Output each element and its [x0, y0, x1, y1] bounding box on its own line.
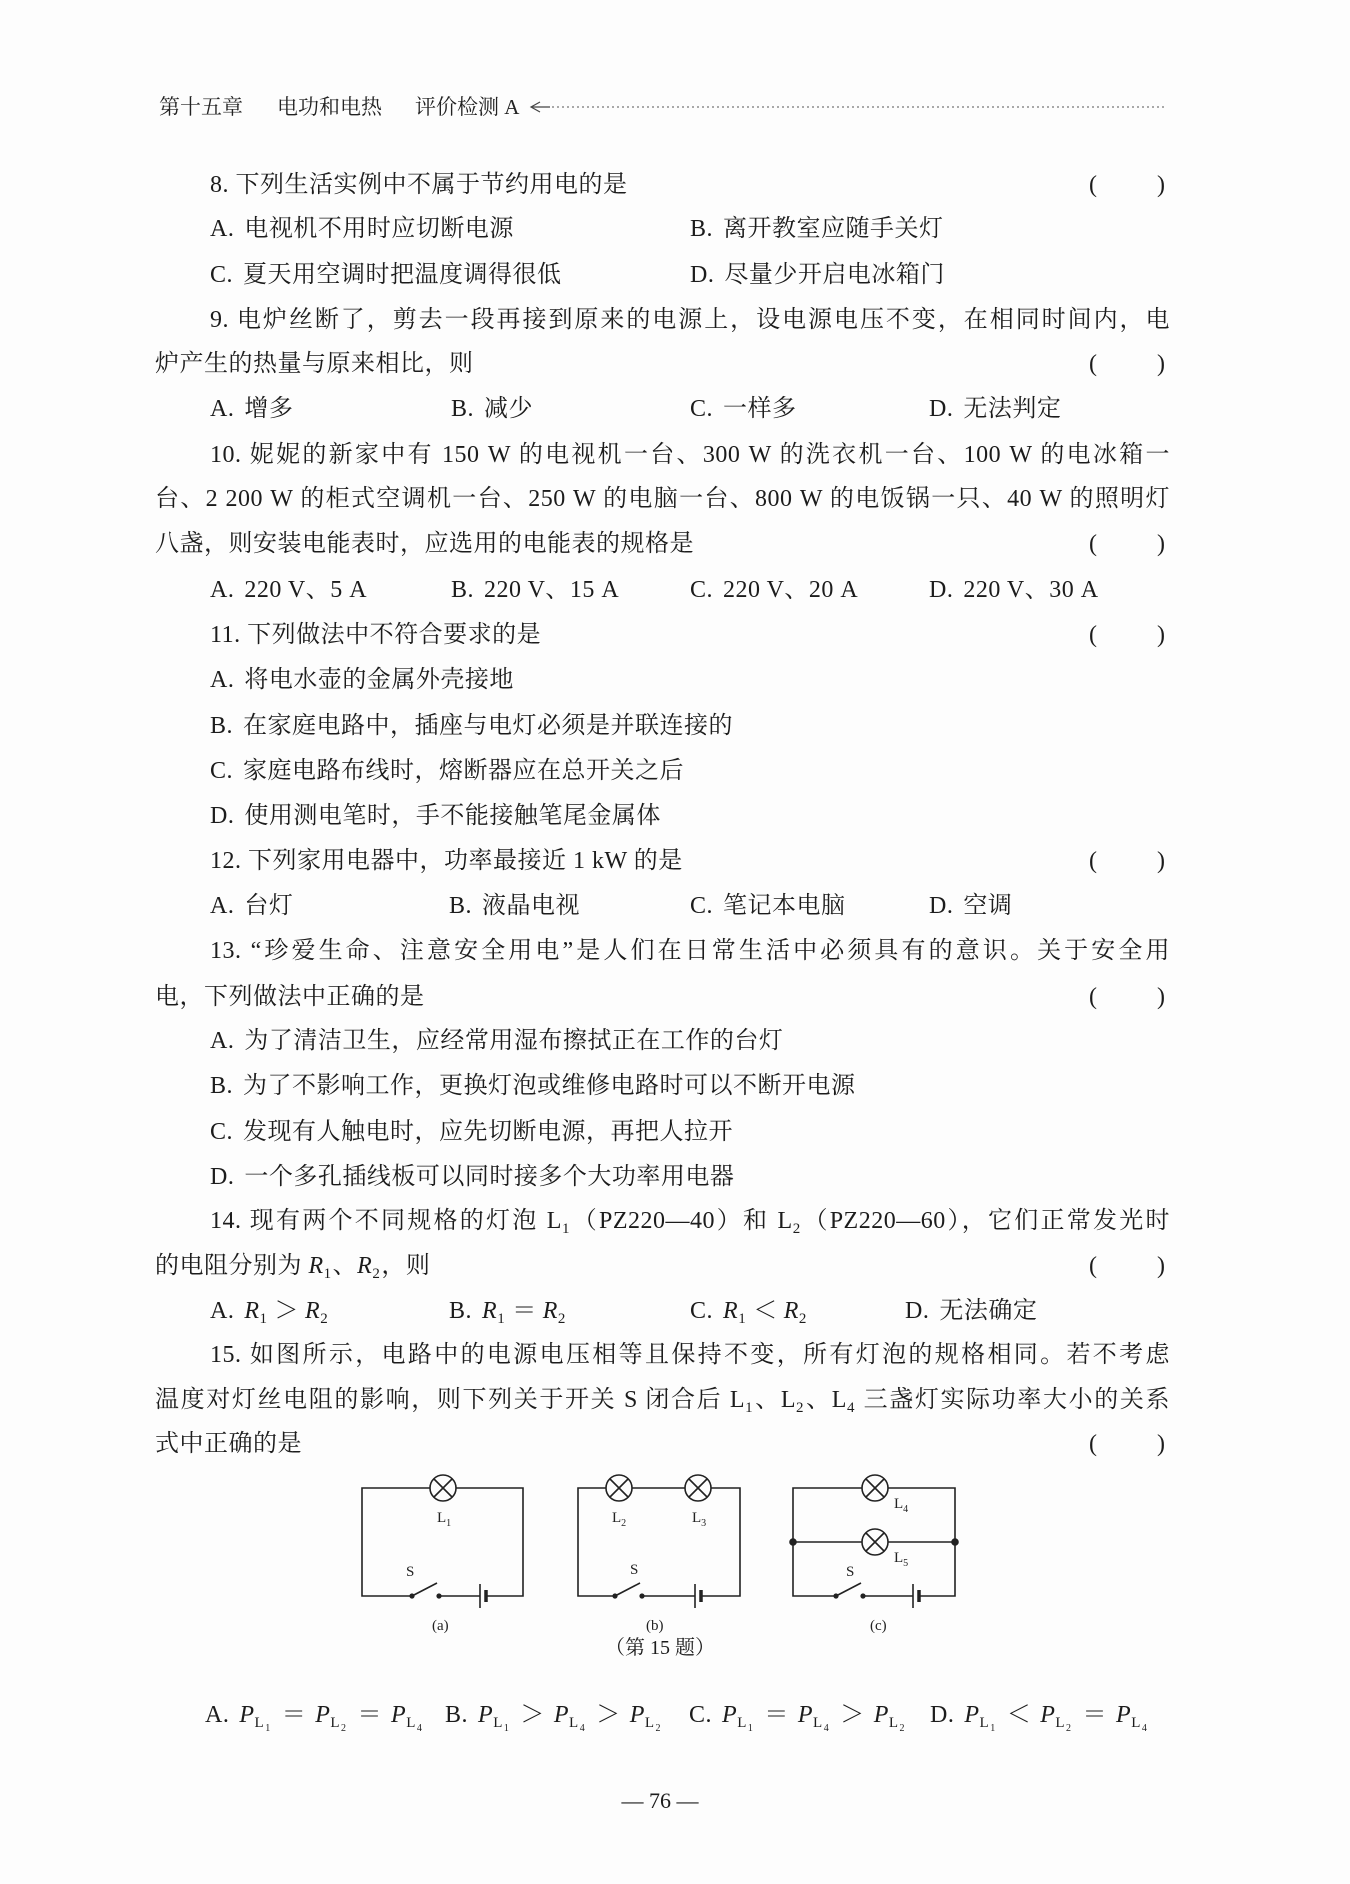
option-label: B.: [451, 577, 475, 603]
option-label: B.: [451, 396, 475, 422]
variable: P: [722, 1702, 738, 1728]
lamp-l2: [606, 1475, 632, 1501]
q15-option-d: [930, 1698, 1149, 1732]
option-label: C.: [690, 577, 714, 603]
q11-option-b: [210, 709, 733, 743]
bracket-open: (: [1089, 172, 1097, 198]
option-label: B.: [210, 1073, 234, 1099]
variable: P: [1116, 1702, 1132, 1728]
q12-stem: 12. 下列家用电器中，功率最接近 1 kW 的是: [210, 848, 683, 874]
subscript: 1: [561, 1221, 570, 1237]
operator: ＝: [1082, 1702, 1108, 1728]
q10-option-c: [690, 573, 858, 607]
option-text: 为了清洁卫生，应经常用湿布擦拭正在工作的台灯: [244, 1028, 784, 1054]
subscript: 1: [738, 1311, 747, 1327]
sub-subscript: 1: [990, 1723, 996, 1734]
q10-stem-line1: 10. 妮妮的新家中有 150 W 的电视机一台、300 W 的洗衣机一台、100 W 的电冰箱一: [210, 442, 1170, 468]
q8-option-b: [690, 212, 944, 246]
option-label: C.: [690, 1298, 714, 1324]
subscript: 1: [745, 1400, 754, 1416]
variable: R: [482, 1298, 498, 1324]
option-label: D.: [930, 1702, 955, 1728]
q9-option-b: [451, 392, 533, 426]
option-text: 220 V、30 A: [963, 577, 1099, 603]
option-label: A.: [210, 1028, 235, 1054]
q9-option-a: [210, 392, 293, 426]
switch-label-a: S: [406, 1564, 415, 1580]
subscript: 2: [792, 1221, 801, 1237]
q9-stem-line2: 炉产生的热量与原来相比，则: [155, 351, 474, 377]
option-label: B.: [445, 1702, 469, 1728]
q15-answer-bracket: [1089, 1427, 1165, 1461]
lamp-l3: [685, 1475, 711, 1501]
q9-stem-line1: 9. 电炉丝断了，剪去一段再接到原来的电源上，设电源电压不变，在相同时间内，电: [210, 307, 1170, 333]
battery-b: [695, 1584, 701, 1608]
subscript: L: [406, 1715, 416, 1731]
variable: P: [239, 1702, 255, 1728]
q10-option-d: [929, 573, 1099, 607]
bracket-close: ): [1157, 1253, 1165, 1279]
junction-dot-right: [952, 1539, 958, 1545]
subscript: L: [569, 1715, 579, 1731]
bracket-open: (: [1089, 531, 1097, 557]
option-label: A.: [210, 216, 235, 242]
option-text: 减少: [484, 396, 534, 422]
bracket-close: ): [1157, 351, 1165, 377]
q10-option-b: [451, 573, 619, 607]
bracket-close: ): [1157, 172, 1165, 198]
subscript: 2: [557, 1311, 566, 1327]
stem-text: ，则: [381, 1253, 431, 1279]
subscript: L: [737, 1715, 747, 1731]
option-label: C.: [689, 1702, 713, 1728]
chapter-label: 第十五章: [159, 95, 243, 119]
bracket-close: ): [1157, 984, 1165, 1010]
lamp-l4: [862, 1475, 888, 1501]
lamp-l1: [430, 1475, 456, 1501]
operator: ＝: [357, 1702, 383, 1728]
q15-stem-line1: 15. 如图所示，电路中的电源电压相等且保持不变，所有灯泡的规格相同。若不考虑: [210, 1342, 1170, 1368]
q12-option-c: [690, 889, 846, 923]
option-text: 尽量少开启电冰箱门: [724, 262, 945, 288]
subscript: L: [979, 1715, 990, 1731]
circuit-a-wires: [362, 1488, 523, 1596]
bracket-open: (: [1089, 1253, 1097, 1279]
q15-stem-line3: 式中正确的是: [155, 1431, 302, 1457]
option-text: 电视机不用时应切断电源: [244, 216, 514, 242]
lamp-label-l4: $L_4$: [894, 1496, 909, 1515]
q11-answer-bracket: [1089, 618, 1165, 652]
stem-text: 的电阻分别为: [155, 1253, 309, 1279]
sub-subscript: 1: [265, 1723, 271, 1734]
sub-subscript: 1: [747, 1723, 754, 1734]
bracket-open: (: [1089, 848, 1097, 874]
option-label: A.: [210, 893, 235, 919]
option-label: D.: [929, 893, 954, 919]
option-label: C.: [210, 1119, 234, 1145]
operator: ＞: [596, 1702, 621, 1728]
subscript: L: [1055, 1715, 1066, 1731]
q12-option-a: [210, 889, 293, 923]
option-label: A.: [210, 396, 235, 422]
option-text: 为了不影响工作，更换灯泡或维修电路时可以不断开电源: [243, 1073, 856, 1099]
bracket-close: ): [1157, 622, 1165, 648]
lamp-label-l5: $L_5$: [894, 1550, 909, 1569]
circuit-b-wires: [578, 1488, 740, 1596]
q8-stem: 8. 下列生活实例中不属于节约用电的是: [210, 172, 628, 198]
chapter-topic: 电功和电热: [277, 95, 382, 119]
variable: P: [629, 1702, 645, 1728]
q14-option-b: [449, 1294, 567, 1328]
q8-option-c: [210, 258, 562, 292]
variable: P: [553, 1702, 570, 1728]
subscript: L: [813, 1715, 823, 1731]
option-text: 使用测电笔时，手不能接触笔尾金属体: [244, 803, 661, 829]
option-label: A.: [210, 577, 235, 603]
stem-text: （PZ220—60），它们正常发光时: [801, 1208, 1170, 1234]
option-label: C.: [690, 396, 714, 422]
q9-answer-bracket: [1089, 347, 1165, 381]
variable: P: [391, 1702, 407, 1728]
variable: P: [873, 1702, 889, 1728]
q13-stem-line2: 电，下列做法中正确的是: [155, 984, 425, 1010]
q13-stem-line1: 13. “珍爱生命、注意安全用电”是人们在日常生活中必须具有的意识。关于安全用: [210, 938, 1170, 964]
option-label: A.: [210, 1298, 235, 1324]
q8-option-a: [210, 212, 514, 246]
circuit-figure: [340, 1470, 980, 1645]
switch-a: [410, 1583, 441, 1598]
subscript: L: [644, 1715, 655, 1731]
operator: ＜: [1006, 1702, 1032, 1728]
bracket-close: ): [1157, 1431, 1165, 1457]
switch-c: [834, 1583, 865, 1598]
variable: P: [315, 1702, 331, 1728]
bracket-close: ): [1157, 848, 1165, 874]
subscript: 1: [497, 1311, 506, 1327]
operator: ＝: [281, 1702, 307, 1728]
panel-label-a: (a): [432, 1618, 449, 1634]
q11-option-a: [210, 663, 514, 697]
option-text: 220 V、20 A: [723, 577, 859, 603]
option-label: D.: [210, 1164, 235, 1190]
subscript: L: [1131, 1715, 1141, 1731]
variable: P: [964, 1702, 980, 1728]
operator: ＝: [512, 1298, 537, 1324]
option-text: 一个多孔插线板可以同时接多个大功率用电器: [244, 1164, 735, 1190]
variable: R: [244, 1298, 260, 1324]
option-label: D.: [210, 803, 235, 829]
figure-caption: （第 15 题）: [605, 1637, 715, 1659]
variable: R: [542, 1298, 558, 1324]
sub-subscript: 1: [503, 1723, 510, 1734]
q14-answer-bracket: [1089, 1249, 1165, 1283]
option-text: 离开教室应随手关灯: [723, 216, 944, 242]
sub-subscript: 2: [1066, 1723, 1072, 1734]
variable: P: [1040, 1702, 1056, 1728]
q12-option-b: [449, 889, 580, 923]
option-text: 增多: [244, 396, 294, 422]
operator: ＞: [274, 1298, 300, 1324]
sub-subscript: 2: [655, 1723, 662, 1734]
option-text: 台灯: [244, 893, 294, 919]
subscript: 2: [320, 1311, 329, 1327]
variable: R: [357, 1253, 373, 1279]
stem-text: 三盏灯实际功率大小的关系: [855, 1387, 1170, 1413]
option-text: 一样多: [723, 396, 797, 422]
stem-text: （PZ220—40）和 L: [570, 1208, 793, 1234]
option-label: B.: [449, 1298, 473, 1324]
q10-stem-line2: 台、2 200 W 的柜式空调机一台、250 W 的电脑一台、800 W 的电饭锅一只、40 W 的照明灯: [155, 486, 1170, 512]
subscript: 2: [798, 1311, 807, 1327]
q11-stem: 11. 下列做法中不符合要求的是: [210, 622, 542, 648]
lamp-label-l3: $L_3$: [692, 1510, 707, 1529]
variable: R: [783, 1298, 799, 1324]
option-text: 空调: [963, 893, 1013, 919]
lamp-l5: [862, 1529, 888, 1555]
option-text: 发现有人触电时，应先切断电源，再把人拉开: [243, 1119, 734, 1145]
option-text: 液晶电视: [482, 893, 581, 919]
lamp-label-l1: $L_1$: [437, 1510, 452, 1529]
q12-answer-bracket: [1089, 844, 1165, 878]
option-label: D.: [929, 396, 954, 422]
option-text: 夏天用空调时把温度调得很低: [243, 262, 562, 288]
option-text: 笔记本电脑: [723, 893, 846, 919]
switch-label-b: S: [630, 1562, 639, 1578]
option-text: 无法判定: [963, 396, 1062, 422]
switch-label-c: S: [846, 1564, 855, 1580]
subscript: L: [330, 1715, 341, 1731]
option-label: A.: [210, 667, 235, 693]
q8-answer-bracket: [1089, 168, 1165, 202]
junction-dot-left: [790, 1539, 796, 1545]
q13-option-c: [210, 1115, 733, 1149]
q15-stem-line2: [155, 1383, 1170, 1417]
bracket-open: (: [1089, 622, 1097, 648]
operator: ＝: [764, 1702, 789, 1728]
header-rule-arrow: [528, 98, 1168, 116]
subscript: 1: [259, 1311, 268, 1327]
option-text: 220 V、5 A: [244, 577, 368, 603]
option-text: 家庭电路布线时，熔断器应在总开关之后: [243, 758, 685, 784]
option-label: A.: [205, 1702, 230, 1728]
operator: ＜: [753, 1298, 778, 1324]
variable: P: [478, 1702, 494, 1728]
q11-option-c: [210, 754, 684, 788]
option-label: D.: [690, 262, 715, 288]
subscript: 4: [846, 1400, 855, 1416]
option-label: C.: [690, 893, 714, 919]
q15-option-c: [689, 1698, 907, 1732]
q13-option-b: [210, 1069, 856, 1103]
battery-c: [913, 1584, 919, 1608]
sub-subscript: 4: [416, 1723, 423, 1734]
q12-option-d: [929, 889, 1012, 923]
q10-option-a: [210, 573, 367, 607]
q15-option-b: [445, 1698, 663, 1732]
stem-text: 、: [332, 1253, 358, 1279]
bracket-open: (: [1089, 984, 1097, 1010]
q10-stem-line3: 八盏，则安装电能表时，应选用的电能表的规格是: [155, 531, 694, 557]
variable: R: [305, 1298, 321, 1324]
q13-option-a: [210, 1024, 783, 1058]
panel-label-b: (b): [646, 1618, 664, 1634]
option-label: B.: [690, 216, 714, 242]
q10-answer-bracket: [1089, 527, 1165, 561]
subscript: L: [254, 1715, 265, 1731]
q14-option-d: [905, 1294, 1037, 1328]
variable: R: [308, 1253, 324, 1279]
page-number: — 76 —: [621, 1788, 699, 1813]
operator: ＞: [840, 1702, 865, 1728]
lamp-label-l2: $L_2$: [612, 1510, 627, 1529]
q11-option-d: [210, 799, 661, 833]
sub-subscript: 2: [899, 1723, 906, 1734]
q14-option-c: [690, 1294, 808, 1328]
option-label: B.: [449, 893, 473, 919]
q14-option-a: [210, 1294, 329, 1328]
subscript: L: [888, 1715, 899, 1731]
operator: ＞: [520, 1702, 545, 1728]
q14-stem-line1: [210, 1204, 1170, 1238]
sub-subscript: 4: [823, 1723, 830, 1734]
q13-answer-bracket: [1089, 980, 1165, 1014]
option-text: 将电水壶的金属外壳接地: [244, 667, 514, 693]
sub-subscript: 2: [341, 1723, 347, 1734]
bracket-open: (: [1089, 1431, 1097, 1457]
q9-option-d: [929, 392, 1061, 426]
q13-option-d: [210, 1160, 734, 1194]
sub-subscript: 4: [579, 1723, 586, 1734]
variable: R: [723, 1298, 739, 1324]
option-label: D.: [929, 577, 954, 603]
bracket-open: (: [1089, 351, 1097, 377]
stem-text: 温度对灯丝电阻的影响，则下列关于开关 S 闭合后 L: [155, 1387, 746, 1413]
subscript: 2: [372, 1266, 381, 1282]
subscript: L: [493, 1715, 503, 1731]
q14-stem-line2: [155, 1249, 430, 1283]
option-text: 无法确定: [939, 1298, 1038, 1324]
stem-text: 、L: [754, 1387, 797, 1413]
option-label: C.: [210, 758, 234, 784]
switch-b: [613, 1583, 644, 1598]
sub-subscript: 4: [1141, 1723, 1148, 1734]
stem-text: 、L: [805, 1387, 847, 1413]
option-label: B.: [210, 713, 234, 739]
subscript: 1: [323, 1266, 332, 1282]
subscript: 2: [796, 1400, 805, 1416]
option-label: C.: [210, 262, 234, 288]
q9-option-c: [690, 392, 797, 426]
battery-a: [480, 1584, 486, 1608]
variable: P: [797, 1702, 814, 1728]
panel-label-c: (c): [870, 1618, 887, 1634]
q8-option-d: [690, 258, 945, 292]
section-label: 评价检测 A: [415, 95, 520, 119]
q15-option-a: [205, 1698, 424, 1732]
bracket-close: ): [1157, 531, 1165, 557]
option-label: D.: [905, 1298, 930, 1324]
option-text: 在家庭电路中，插座与电灯必须是并联连接的: [243, 713, 734, 739]
option-text: 220 V、15 A: [484, 577, 620, 603]
stem-text: 14. 现有两个不同规格的灯泡 L: [210, 1208, 562, 1234]
